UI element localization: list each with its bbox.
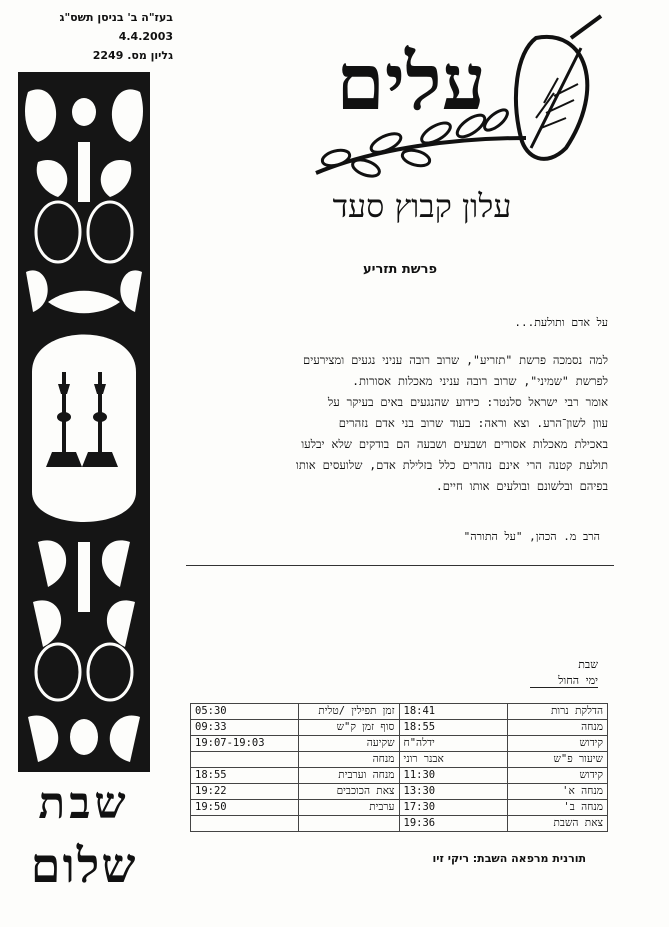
table-row — [191, 704, 608, 720]
article-line: תולעת קטנה הרי אינם נזהרים כלל בזלילת אדם, שלועסים אותו — [295, 458, 608, 472]
weekday-time: 09:33 — [191, 720, 299, 736]
schedule-label-weekdays: ימי החול — [530, 674, 598, 688]
weekday-time: 19:50 — [191, 800, 299, 816]
shabbat-time: 17:30 — [399, 800, 507, 816]
table-row — [191, 720, 608, 736]
issue-number: גליון מס. 2249 — [92, 49, 173, 62]
shabbat-label: קידוש — [507, 736, 607, 752]
shabbat-label: מנחה א' — [507, 784, 607, 800]
issue-header — [8, 8, 173, 65]
shabbat-label: מנחה ב' — [507, 800, 607, 816]
weekday-time: 18:55 — [191, 768, 299, 784]
weekday-label: סוף זמן ק"ש — [299, 720, 399, 736]
article-line: לפרשת "שמיני", שרוב רובה עניני מאכלות אסורות. — [352, 374, 608, 388]
weekday-time — [191, 816, 299, 832]
shabbat-time: 18:55 — [399, 720, 507, 736]
decorative-ornament-column — [18, 72, 150, 772]
clinic-duty-note: תורנית מרפאה השבת: ריקי זיו — [432, 852, 586, 865]
shabbat-time: 19:36 — [399, 816, 507, 832]
times-table — [190, 703, 608, 832]
weekday-label: שקיעה — [299, 736, 399, 752]
table-row — [191, 784, 608, 800]
table-row — [191, 768, 608, 784]
shabbat-label: צאת השבת — [507, 816, 607, 832]
schedule-label-shabbat: שבת — [578, 658, 598, 671]
weekday-label: צאת הכוכבים — [299, 784, 399, 800]
weekday-label: מנחה — [299, 752, 399, 768]
gregorian-date: 4.4.2003 — [118, 30, 173, 43]
masthead-subtitle: עלון קבוץ סעד — [332, 187, 512, 225]
weekday-label: ערבית — [299, 800, 399, 816]
shalom-word: שלום — [30, 838, 138, 894]
weekday-time: 19:07-19:03 — [191, 736, 299, 752]
shabbat-time: 11:30 — [399, 768, 507, 784]
article-line: למה נסמכה פרשת "תזריע", שרוב רובה עניני נגעים ומצירעים — [303, 353, 608, 367]
hebrew-date: בעז"ה ב' בניסן תשס"ג — [59, 11, 173, 24]
weekday-time — [191, 752, 299, 768]
shabbat-label: קידוש — [507, 768, 607, 784]
parasha-title: פרשת תזריע — [362, 262, 438, 277]
shabbat-time: ידלה"ח — [399, 736, 507, 752]
shabbat-label: שיעור פ"ש — [507, 752, 607, 768]
article-credit: הרב מ. הכהן, "על התורה" — [463, 530, 600, 543]
shabbat-word: שבת — [38, 778, 130, 829]
article-line: באכילת מאכלות אסורים ושבעים ושבעה הם בודקים שלא יבלעו — [301, 437, 608, 451]
weekday-label: זמן תפילין /טלית — [299, 704, 399, 720]
article-line: בפיהם ובלשונם ובולעים אותו חיים. — [435, 479, 608, 493]
article-line: אומר רבי ישראל סלנטר: כידוע שהנגעים באים בעיקר על — [327, 395, 608, 409]
shabbat-time: 13:30 — [399, 784, 507, 800]
shabbat-label: הדלקת נרות — [507, 704, 607, 720]
table-row — [191, 736, 608, 752]
shabbat-time: 18:41 — [399, 704, 507, 720]
weekday-time: 05:30 — [191, 704, 299, 720]
masthead-title: עלים — [336, 37, 486, 128]
article-body — [200, 350, 608, 497]
article-heading: על אדם ותולעת... — [514, 316, 608, 329]
table-row — [191, 816, 608, 832]
shabbat-label: מנחה — [507, 720, 607, 736]
weekday-time: 19:22 — [191, 784, 299, 800]
article-line: עוון לשון־הרע. וצא וראה: בעוד שרוב בני אדם נזהרים — [338, 416, 608, 430]
weekday-label: מנחה וערבית — [299, 768, 399, 784]
table-row — [191, 800, 608, 816]
table-row — [191, 752, 608, 768]
shabbat-time: אבנר רוני — [399, 752, 507, 768]
weekday-label — [299, 816, 399, 832]
section-divider — [186, 565, 614, 566]
